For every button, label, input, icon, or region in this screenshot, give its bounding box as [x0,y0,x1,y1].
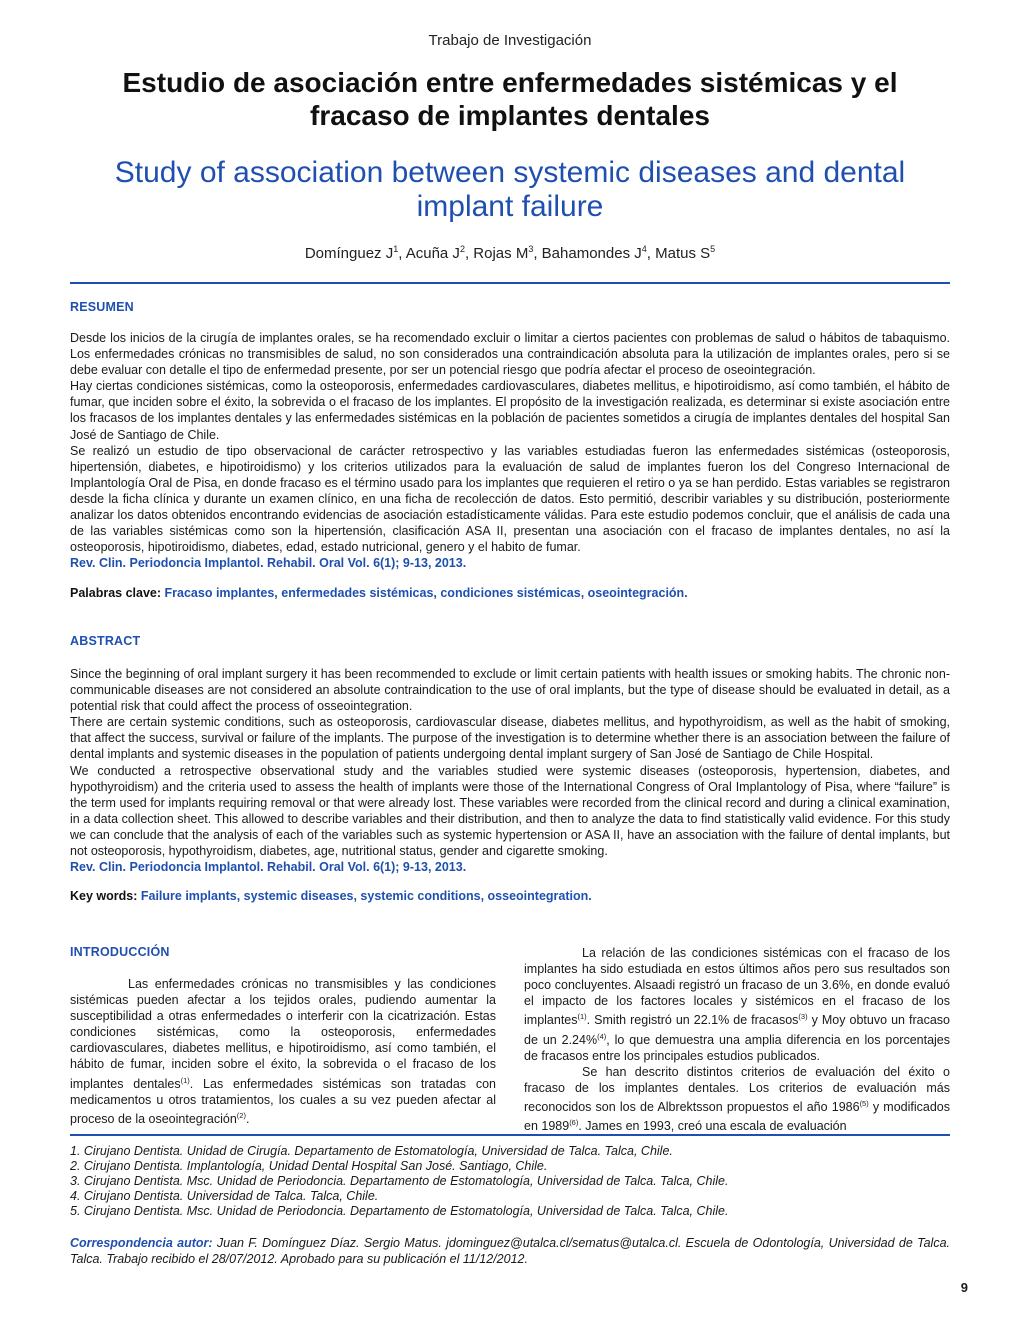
article-type-label: Trabajo de Investigación [428,32,592,49]
title-spanish-line-1: Estudio de asociación entre enfermedades sistémicas y el [122,67,898,98]
resumen-body [70,330,950,571]
affiliation-footnotes [70,1144,950,1219]
author: Bahamondes $J^4$, [541,244,656,262]
correspondence-note [70,1235,950,1267]
footnote-item: 4. Cirujano Dentista. Universidad de Talca. Talca, Chile. [70,1189,379,1203]
reference-mark[interactable]: (2) [236,1110,246,1120]
reference-mark[interactable]: (4) [597,1031,607,1041]
author: Acuña $J^2$, [405,244,474,262]
resumen-paragraph-2: Hay ciertas condiciones sistémicas, como la osteoporosis, enfermedades cardiovasculares, diabetes mellitus, e hipotiroidismo, así como también, el hábito de fumar, que inciden sobre el éxito, la sobrevida o el fracaso de los implantes. El propósito de la investigación realizada, es determinar si existe asociación entre los fracasos de los implantes dentales y las enfermedades sistémicas en la población de pacientes sometidos a cirugía de implantes dentales del hospital San José de Santiago de Chile. [70,379,950,442]
keywords-english [70,889,950,903]
correspondence-text: Juan F. Domínguez Díaz. Sergio Matus. jdominguez@utalca.cl/sematus@utalca.cl. Escuela de Odontología, Universidad de Talca. Talca. Trabajo recibido el 28/07/2012. Aprobado para su publicación el 11/12/2012. [70,1236,951,1266]
resumen-paragraph-3: Se realizó un estudio de tipo observacional de carácter retrospectivo y las variables estudiadas fueron las enfermedades sistémicas (osteoporosis, hipertensión, diabetes, e hipotiroidismo) y los criterios utilizados para la evaluación de salud de implantes fueron los del Congreso Internacional de Implantología Oral de Pisa, en donde fracaso es el término usado para los implantes que requieren el retiro o ya se han perdido. Estas variables se registraron desde la ficha clínica y durante un examen clínico, en una ficha de recolección de datos. Esto permitió, describir variables y su distribución, posteriormente analizar los datos obtenidos encontrando evidencias de asociación estadísticamente válidas. Para este estudio podemos concluir, que el análisis de cada una de las variables sistémicas como son la hipertensión, clasificación ASA II, presentan una asociación con el fracaso de implantes dentales, no así la osteoporosis, hipotiroidismo, diabetes, edad, estado nutricional, genero y el habito de fumar. [70,443,950,555]
intro-left-column [70,976,496,1127]
abstract-paragraph-2: There are certain systemic conditions, such as osteoporosis, cardiovascular disease, diabetes mellitus, and hypothyroidism, as well as the habit of smoking, that affect the success, survival or failure of the implants. The purpose of the investigation is to determine whether there is an association between the failure of dental implants and systemic diseases in the population of patients undergoing dental implant surgery of San José de Santiago de Chile Hospital. [70,715,950,762]
resumen-paragraph-1: Desde los inicios de la cirugía de implantes orales, se ha recomendado excluir o limitar a ciertos pacientes con problemas de salud o hábitos de tabaquismo. Los enfermedades crónicas no transmisibles de salud, no son considerados una contraindicación absoluta para la utilización de implantes orales, pero si se debe evaluar con detalle el tipo de enfermedad presente, por ser un potencial riesgo que podría afectar el proceso de oseointegración. [70,331,950,378]
footnote-item: 2. Cirujano Dentista. Implantología, Unidad Dental Hospital San José. Santiago, Chile. [70,1159,548,1173]
title-english [0,156,1020,224]
footnote-item: 3. Cirujano Dentista. Msc. Unidad de Periodoncia. Departamento de Estomatología, Universidad de Talca. Talca, Chile. [70,1174,729,1188]
resumen-citation[interactable]: Rev. Clin. Periodoncia Implantol. Rehabil. Oral Vol. 6(1); 9-13, 2013. [70,556,467,571]
correspondence-label: Correspondencia autor: [70,1236,213,1250]
intro-right-paragraph-2: Se han descrito distintos criterios de evaluación del éxito o fracaso de los implantes dentales. Los criterios de evaluación más reconocidos son los de Albrektsson propuestos el año 1986$^{(5)}$ y modificados en 1989$^{(6)}$. James en 1993, creó una escala de evaluación [524,1064,950,1134]
author: Rojas $M^3$, [473,244,542,262]
title-spanish-line-2: fracaso de implantes dentales [310,100,710,131]
introduccion-heading: INTRODUCCIÓN [70,945,170,959]
abstract-paragraph-3: We conducted a retrospective observational study and the variables studied were systemic diseases (osteoporosis, hypertension, diabetes, and hypothyroidism) and the criteria used to assess the health of implants were those of the International Congress of Oral Implantology of Pisa, where “failure” is the term used for implants requiring removal or that were already lost. These variables were recorded from the clinical record and during a clinical examination, in a data collection sheet. This allowed to describe variables and their distribution, and then to analyze the data to find statistically valid evidence. For this study we can conclude that the analysis of each of the variables such as systemic hypertension or ASA II, have an association with the failure of dental implants, but not osteoporosis, hypothyroidism, diabetes, age, nutritional status, gender and cigarette smoking. [70,763,950,859]
author: Domínguez $J^1$, [304,244,406,262]
footnote-item: 1. Cirujano Dentista. Unidad de Cirugía. Departamento de Estomatología, Universidad de Talca. Talca, Chile. [70,1144,673,1158]
abstract-body [70,666,950,875]
author: Matus $S^5$ [655,244,716,262]
abstract-paragraph-1: Since the beginning of oral implant surgery it has been recommended to exclude or limit certain patients with health issues or smoking habits. The chronic non-communicable diseases are not considered an absolute contraindication to the use of oral implants, but the type of disease should be evaluated in detail, as a potential risk that could affect the process of osseointegration. [70,667,950,714]
footnote-item: 5. Cirujano Dentista. Msc. Unidad de Periodoncia. Departamento de Estomatología, Universidad de Talca. Talca, Chile. [70,1204,729,1218]
keywords-spanish [70,586,950,600]
abstract-citation[interactable]: Rev. Clin. Periodoncia Implantol. Rehabil. Oral Vol. 6(1); 9-13, 2013. [70,860,467,875]
title-english-line-1: Study of association between systemic diseases and dental [114,156,906,189]
reference-mark[interactable]: (1) [180,1075,190,1085]
intro-right-paragraph-1: La relación de las condiciones sistémicas con el fracaso de los implantes ha sido estudiada en estos últimos años pero sus resultados son poco concluyentes. Alsaadi registró un fracaso de un 3.6%, en donde evaluó el impacto de los factores locales y sistémicos en el fracaso de los implantes$^{(1)}$. Smith registró un 22.1% de fracasos$^{(3)}$ y Moy obtuvo un fracaso de un 2.24%$^{(4)}$, lo que demuestra una amplia diferencia en los porcentajes de fracasos entre los principales estudios publicados. [524,946,951,1063]
header-divider [70,282,950,284]
footnote-divider [70,1134,950,1136]
reference-mark[interactable]: (1) [577,1012,587,1022]
keywords-english-value: Failure implants, systemic diseases, systemic conditions, osseointegration. [140,889,592,903]
reference-mark[interactable]: (5) [859,1099,869,1109]
intro-left-paragraph: Las enfermedades crónicas no transmisibles y las condiciones sistémicas pueden afectar a los tejidos orales, pudiendo aumentar la susceptibilidad a otras enfermedades o interferir con la cicatrización. Estas condiciones sistémicas, como la osteoporosis, enfermedades cardiovasculares, diabetes mellitus, e hipotiroidismo, así como también, el hábito de fumar, inciden sobre el éxito, la sobrevida o el fracaso de los implantes dentales$^{(1)}$. Las enfermedades sistémicas son tratadas con medicamentos u otros tratamientos, los cuales a su vez pueden afectar al proceso de la oseointegración$^{(2)}$. [70,977,496,1127]
keywords-english-label: Key words: [70,889,138,903]
resumen-heading: RESUMEN [70,300,134,314]
reference-mark[interactable]: (6) [569,1118,579,1128]
page-number: 9 [960,1280,968,1295]
reference-mark[interactable]: (3) [798,1012,808,1022]
keywords-spanish-value: Fracaso implantes, enfermedades sistémicas, condiciones sistémicas, oseointegración. [164,586,688,600]
keywords-spanish-label: Palabras clave: [70,586,162,600]
title-spanish [0,66,1020,132]
abstract-heading: ABSTRACT [70,634,141,648]
authors-line [0,244,1020,262]
title-english-line-2: implant failure [416,190,604,223]
intro-right-column [524,945,950,1135]
